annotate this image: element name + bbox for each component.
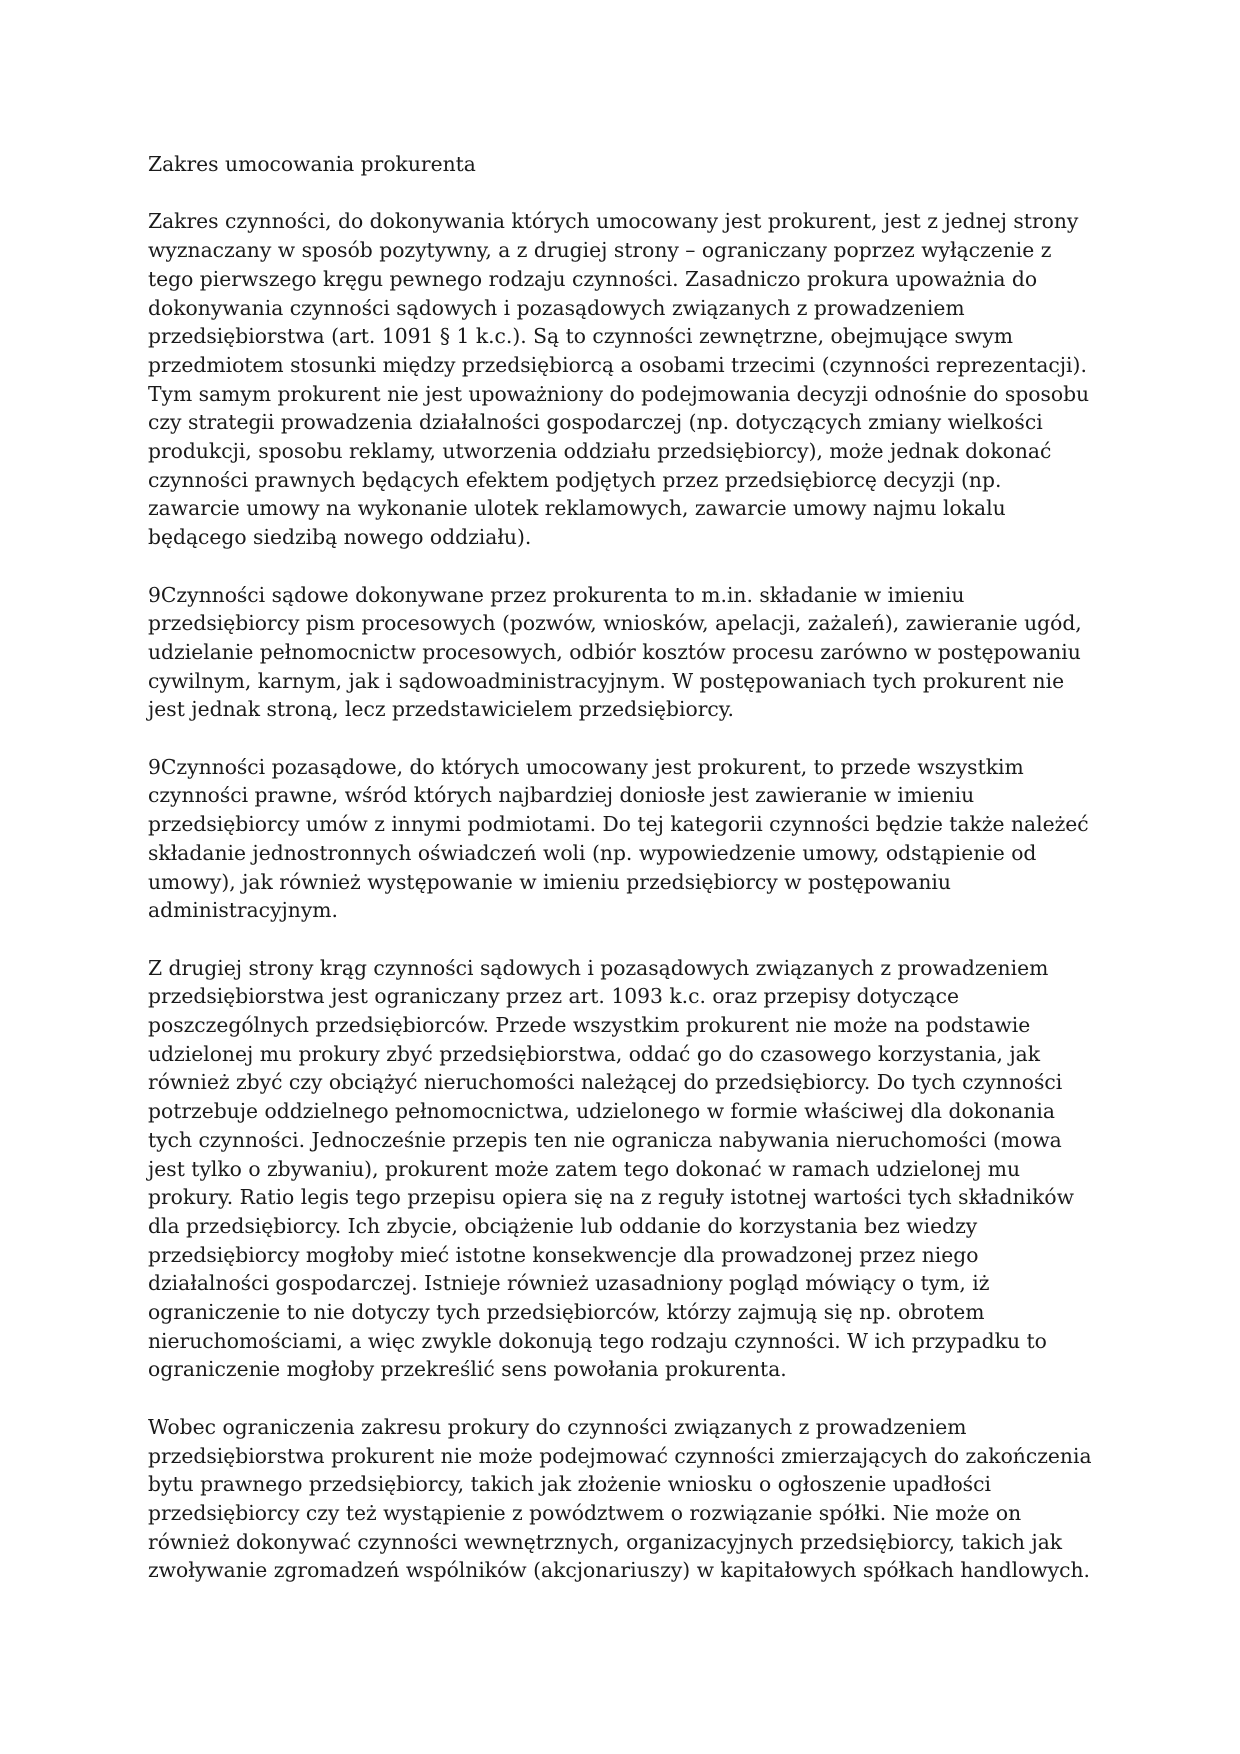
document-title: Zakres umocowania prokurenta — [148, 152, 476, 176]
paragraph-out-of-court-activities: 9Czynności pozasądowe, do których umocowany jest prokurent, to przede wszystkim czynności prawne, wśród których najbardziej doniosłe jest zawieranie w imieniu przedsiębiorcy umów z innymi podmiotami. Do tej kategorii czynności będzie także należeć składanie jednostronnych oświadczeń woli (np. wypowiedzenie umowy, odstąpienie od umowy), jak również występowanie w imieniu przedsiębiorcy w postępowaniu administracyjnym. — [148, 754, 1089, 923]
paragraph-limitations: Z drugiej strony krąg czynności sądowych i pozasądowych związanych z prowadzeniem przedsiębiorstwa jest ograniczany przez art. 1093 k.c. oraz przepisy dotyczące poszczególnych przedsiębiorców. Przede wszystkim prokurent nie może na podstawie udzielonej mu prokury zbyć przedsiębiorstwa, oddać go do czasowego korzystania, jak również zbyć czy obciążyć nieruchomości należącej do przedsiębiorcy. Do tych czynności potrzebuje oddzielnego pełnomocnictwa, udzielonego w formie właściwej dla dokonania tych czynności. Jednocześnie przepis ten nie ogranicza nabywania nieruchomości (mowa jest tylko o zbywaniu), prokurent może zatem tego dokonać w ramach udzielonej mu prokury. Ratio legis tego przepisu opiera się na z reguły istotnej wartości tych składników dla przedsiębiorcy. Ich zbycie, obciążenie lub oddanie do korzystania bez wiedzy przedsiębiorcy mogłoby mieć istotne konsekwencje dla prowadzonej przez niego działalności gospodarczej. Istnieje również uzasadniony pogląd mówiący o tym, iż ograniczenie to nie dotyczy tych przedsiębiorców, którzy zajmują się np. obrotem nieruchomościami, a więc zwykle dokonują tego rodzaju czynności. W ich przypadku to ograniczenie mogłoby przekreślić sens powołania prokurenta. — [148, 955, 1074, 1382]
paragraph-court-activities: 9Czynności sądowe dokonywane przez prokurenta to m.in. składanie w imieniu przedsiębiorcy pism procesowych (pozwów, wniosków, apelacji, zażaleń), zawieranie ugód, udzielanie pełnomocnictw procesowych, odbiór kosztów procesu zarówno w postępowaniu cywilnym, karnym, jak i sądowoadministracyjnym. W postępowaniach tych prokurent nie jest jednak stroną, lecz przedstawicielem przedsiębiorcy. — [148, 582, 1082, 722]
paragraph-excluded-activities: Wobec ograniczenia zakresu prokury do czynności związanych z prowadzeniem przedsiębiorstwa prokurent nie może podejmować czynności zmierzających do zakończenia bytu prawnego przedsiębiorcy, takich jak złożenie wniosku o ogłoszenie upadłości przedsiębiorcy czy też wystąpienie z powództwem o rozwiązanie spółki. Nie może on również dokonywać czynności wewnętrznych, organizacyjnych przedsiębiorcy, takich jak zwoływanie zgromadzeń wspólników (akcjonariuszy) w kapitałowych spółkach handlowych. — [148, 1414, 1092, 1583]
document-body — [148, 150, 1092, 1585]
paragraph-scope-of-activities: Zakres czynności, do dokonywania których umocowany jest prokurent, jest z jednej strony wyznaczany w sposób pozytywny, a z drugiej strony – ograniczany poprzez wyłączenie z tego pierwszego kręgu pewnego rodzaju czynności. Zasadniczo prokura upoważnia do dokonywania czynności sądowych i pozasądowych związanych z prowadzeniem przedsiębiorstwa (art. 1091 § 1 k.c.). Są to czynności zewnętrzne, obejmujące swym przedmiotem stosunki między przedsiębiorcą a osobami trzecimi (czynności reprezentacji). Tym samym prokurent nie jest upoważniony do podejmowania decyzji odnośnie do sposobu czy strategii prowadzenia działalności gospodarczej (np. dotyczących zmiany wielkości produkcji, sposobu reklamy, utworzenia oddziału przedsiębiorcy), może jednak dokonać czynności prawnych będących efektem podjętych przez przedsiębiorcę decyzji (np. zawarcie umowy na wykonanie ulotek reklamowych, zawarcie umowy najmu lokalu będącego siedzibą nowego oddziału). — [148, 209, 1090, 550]
